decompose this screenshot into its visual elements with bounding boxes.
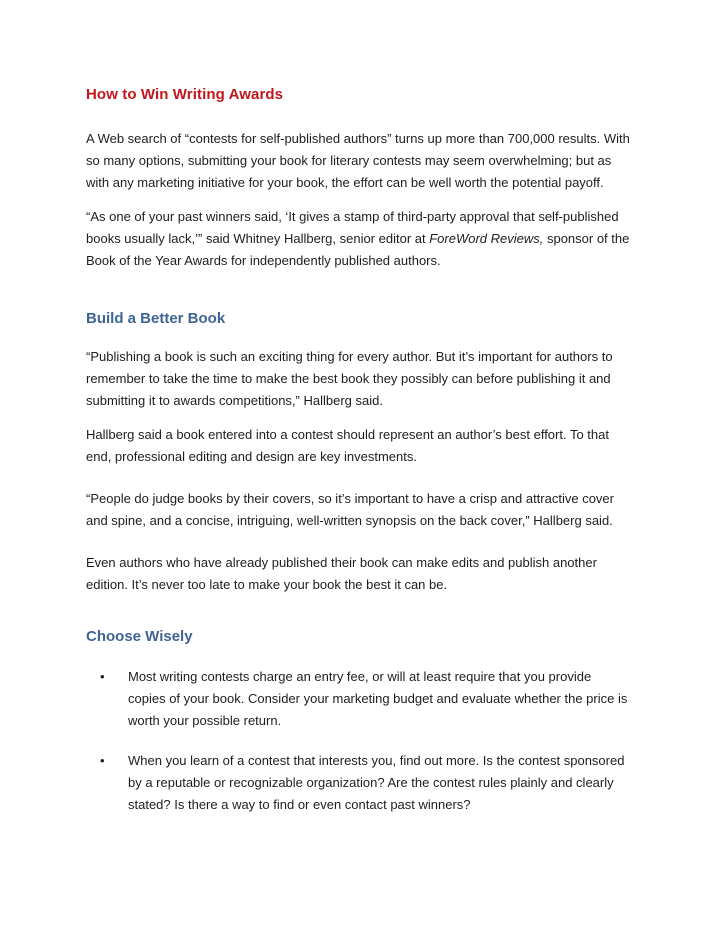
text-line: Most writing contests charge an entry fee, or will at least require that you provide: [128, 669, 592, 684]
text-line: stated? Is there a way to find or even contact past winners?: [128, 797, 471, 812]
intro-paragraph-1: [86, 128, 646, 194]
text-line: remember to take the time to make the best book they possibly can before publishing it and: [86, 371, 611, 386]
document-title: How to Win Writing Awards: [86, 86, 284, 103]
section1-paragraph-2: [86, 424, 646, 468]
text-line: “As one of your past winners said, ‘It gives a stamp of third-party approval that self-published: [86, 209, 619, 224]
text-fragment: sponsor of the: [543, 231, 630, 246]
text-line: edition. It’s never too late to make your book the best it can be.: [86, 577, 448, 592]
text-fragment: books usually lack,’” said Whitney Hallberg, senior editor at: [86, 231, 430, 246]
text-line: worth your possible return.: [128, 713, 282, 728]
text-line: [86, 228, 646, 250]
bullet-icon: •: [100, 669, 105, 684]
text-line: and spine, and a concise, intriguing, well-written synopsis on the back cover,” Hallberg said.: [86, 513, 613, 528]
text-line: “People do judge books by their covers, so it’s important to have a crisp and attractive cover: [86, 491, 614, 506]
text-line: Hallberg said a book entered into a contest should represent an author’s best effort. To that: [86, 427, 609, 442]
section1-paragraph-1: [86, 346, 646, 412]
text-line: so many options, submitting your book for literary contests may seem overwhelming; but as: [86, 153, 612, 168]
intro-paragraph-2: [86, 206, 646, 272]
section1-paragraph-4: [86, 552, 646, 596]
text-line: Book of the Year Awards for independently published authors.: [86, 253, 441, 268]
text-line: When you learn of a contest that interests you, find out more. Is the contest sponsored: [128, 753, 625, 768]
text-line: copies of your book. Consider your marketing budget and evaluate whether the price is: [128, 691, 628, 706]
text-line: submitting it to awards competitions,” Hallberg said.: [86, 393, 383, 408]
text-line: by a reputable or recognizable organization? Are the contest rules plainly and clearly: [128, 775, 614, 790]
text-line: end, professional editing and design are key investments.: [86, 449, 417, 464]
text-line: Even authors who have already published their book can make edits and publish another: [86, 555, 597, 570]
publication-name: ForeWord Reviews,: [429, 231, 544, 246]
list-item-text: [128, 750, 648, 816]
section1-paragraph-3: [86, 488, 646, 532]
section-heading-choose-wisely: Choose Wisely: [86, 628, 193, 645]
section-heading-build-better-book: Build a Better Book: [86, 310, 226, 327]
text-line: A Web search of “contests for self-published authors” turns up more than 700,000 results. With: [86, 131, 630, 146]
text-line: with any marketing initiative for your book, the effort can be well worth the potential payoff.: [86, 175, 604, 190]
list-item-text: [128, 666, 648, 732]
bullet-icon: •: [100, 753, 105, 768]
text-line: “Publishing a book is such an exciting thing for every author. But it’s important for authors to: [86, 349, 613, 364]
